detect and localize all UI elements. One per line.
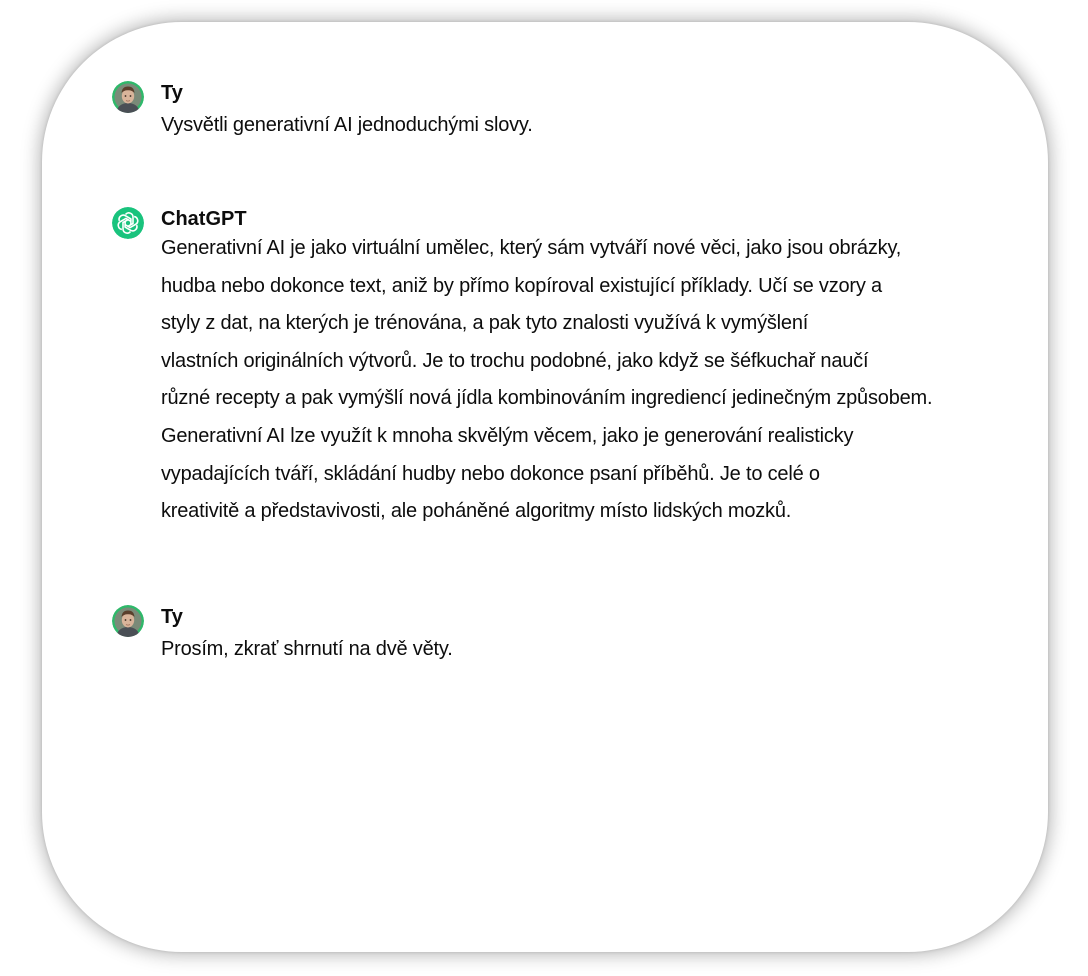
- message-author: ChatGPT: [161, 208, 247, 230]
- message-line: hudba nebo dokonce text, aniž by přímo kopíroval existující příklady. Učí se vzory a: [161, 274, 882, 297]
- message-line: kreativitě a představivosti, ale poháněné algoritmy místo lidských mozků.: [161, 500, 792, 523]
- message-text: [161, 230, 932, 531]
- message-line: vypadajících tváří, skládání hudby nebo dokonce psaní příběhů. Je to celé o: [161, 462, 820, 485]
- message-line: styly z dat, na kterých je trénována, a pak tyto znalosti využívá k vymýšlení: [161, 312, 809, 335]
- openai-logo-icon: [112, 207, 144, 239]
- message-line: různé recepty a pak vymýšlí nová jídla kombinováním ingrediencí jedinečným způsobem.: [161, 387, 933, 410]
- user-avatar: [112, 605, 144, 637]
- message-author: Ty: [161, 82, 183, 104]
- message-line: Generativní AI je jako virtuální umělec, který sám vytváří nové věci, jako jsou obrázky,: [161, 237, 902, 259]
- user-avatar: [112, 81, 144, 113]
- message-text: Prosím, zkrať shrnutí na dvě věty.: [161, 638, 453, 660]
- message-text: Vysvětli generativní AI jednoduchými slovy.: [161, 114, 533, 136]
- message-author: Ty: [161, 606, 183, 628]
- message-line: Generativní AI lze využít k mnoha skvělým věcem, jako je generování realisticky: [161, 424, 854, 447]
- message-line: vlastních originálních výtvorů. Je to trochu podobné, jako když se šéfkuchař naučí: [161, 349, 869, 372]
